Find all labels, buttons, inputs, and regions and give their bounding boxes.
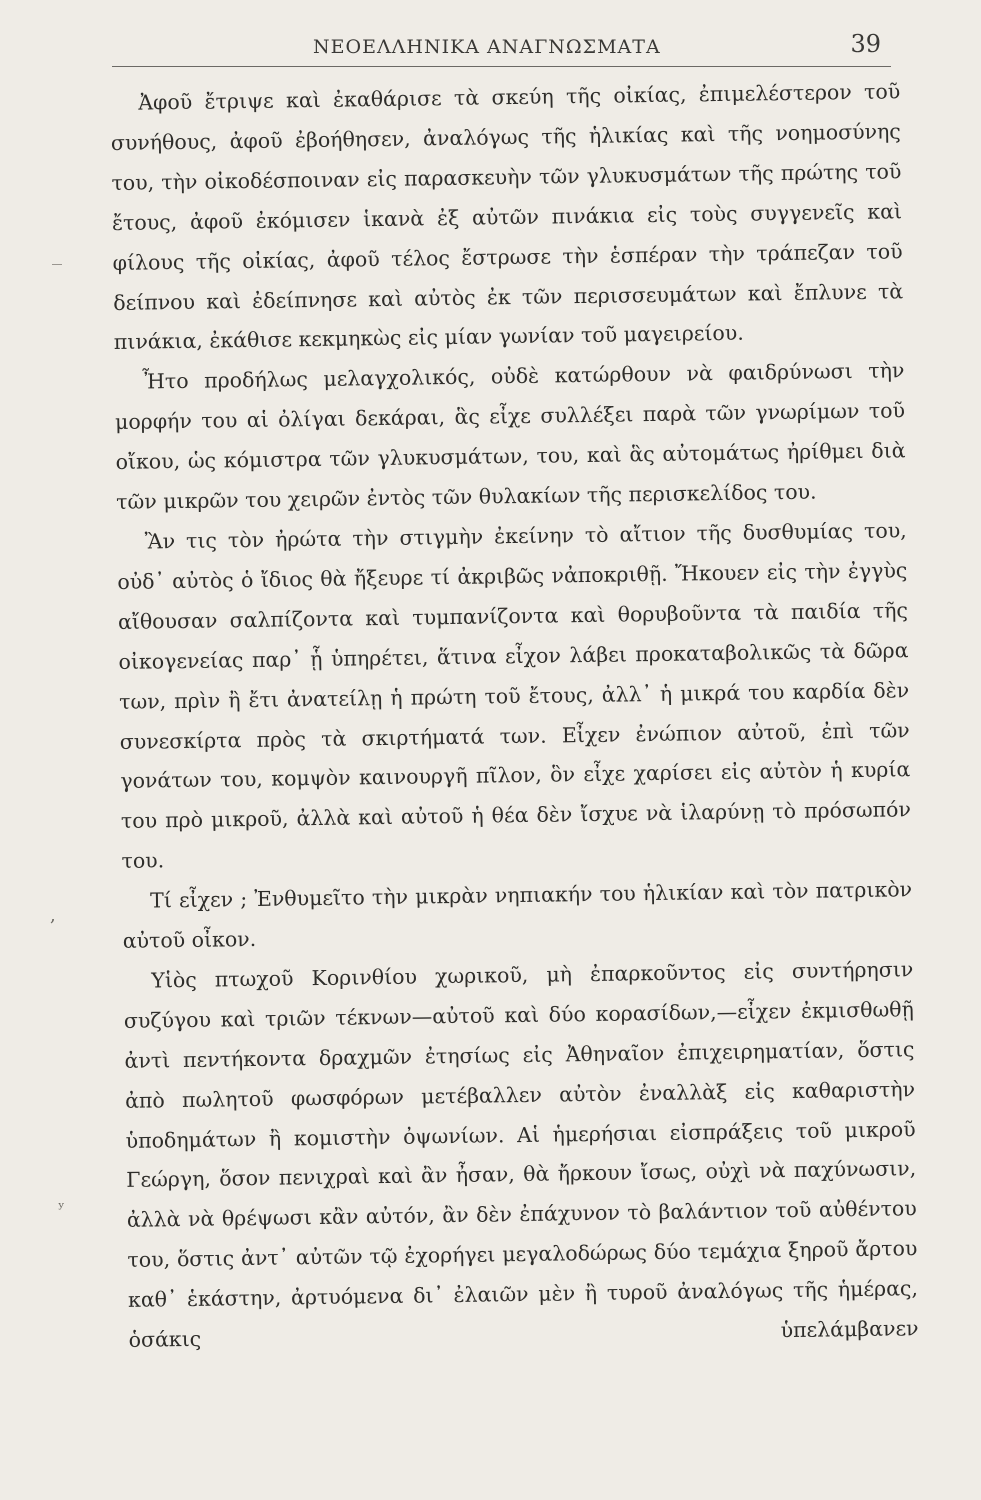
paragraph: Ἀφοῦ ἔτριψε καὶ ἐκαθάρισε τὰ σκεύη τῆς οἰκίας, ἐπιμελέστερον τοῦ συνήθους, ἀφοῦ ἐβοήθησεν, ἀναλόγως τῆς ἡλικίας καὶ τῆς νοημοσύνης του, τὴν οἰκοδέσποιναν εἰς παρασκευὴν τῶν γλυκυσμάτων τῆς πρώτης τοῦ ἔτους, ἀφοῦ ἐκόμισεν ἱκανὰ ἐξ αὐτῶν πινάκια εἰς τοὺς συγγενεῖς καὶ φίλους τῆς οἰκίας, ἀφοῦ τέλος ἔστρωσε τὴν ἑσπέραν τὴν τράπεζαν τοῦ δείπνου καὶ ἐδείπνησε καὶ αὐτὸς ἐκ τῶν περισσευμάτων καὶ ἔπλυνε τὰ πινάκια, ἐκάθισε κεκμηκὼς εἰς μίαν γωνίαν τοῦ μαγειρείου. <box>110 79 904 355</box>
paragraph: Υἱὸς πτωχοῦ Κορινθίου χωρικοῦ, μὴ ἐπαρκοῦντος εἰς συντήρησιν συζύγου καὶ τριῶν τέκνων—αὐτοῦ καὶ δύο κορασίδων,—εἶχεν ἐκμισθωθῇ ἀντὶ πεντήκοντα δραχμῶν ἐτησίως εἰς Ἀθηναῖον ἐπιχειρηματίαν, ὅστις ἀπὸ πωλητοῦ φωσφόρων μετέβαλλεν αὐτὸν ἐναλλὰξ εἰς καθαριστὴν ὑποδημάτων ἢ κομιστὴν ὀψωνίων. Αἱ ἡμερήσιαι εἰσπράξεις τοῦ μικροῦ Γεώργη, ὅσον πενιχραὶ καὶ ἂν ἦσαν, θὰ ἤρκουν ἴσως, οὐχὶ νὰ παχύνωσιν, ἀλλὰ νὰ θρέψωσι κἂν αὐτόν, ἂν δὲν ἐπάχυνον τὸ βαλάντιον τοῦ αὐθέντου του, ὅστις ἀντ᾽ αὐτῶν τῷ ἐχορήγει μεγαλοδώρως δύο τεμάχια ξηροῦ ἄρτου καθ᾽ ἑκάστην, ἀρτυόμενα δι᾽ ἐλαιῶν μὲν ἢ τυροῦ ἀναλόγως τῆς ἡμέρας, ὁσάκις ὑπελάμβανεν <box>123 957 919 1352</box>
header-rule <box>112 66 891 67</box>
margin-speck-mark: ʸ <box>58 1198 65 1217</box>
body-text <box>110 72 919 1361</box>
paragraph: Ἂν τις τὸν ἠρώτα τὴν στιγμὴν ἐκείνην τὸ αἴτιον τῆς δυσθυμίας του, οὐδ᾽ αὐτὸς ὁ ἴδιος θὰ ἤξευρε τί ἀκριβῶς νἀποκριθῇ. Ἤκουεν εἰς τὴν ἐγγὺς αἴθουσαν σαλπίζοντα καὶ τυμπανίζοντα καὶ θορυβοῦντα τὰ παιδία τῆς οἰκογενείας παρ᾽ ᾗ ὑπηρέτει, ἅτινα εἶχον λάβει προκαταβολικῶς τὰ δῶρα των, πρὶν ἢ ἔτι ἀνατείλῃ ἡ πρώτη τοῦ ἔτους, ἀλλ᾽ ἡ μικρά του καρδία δὲν συνεσκίρτα πρὸς τὰ σκιρτήματά των. Εἶχεν ἐνώπιον αὐτοῦ, ἐπὶ τῶν γονάτων του, κομψὸν καινουργῆ πῖλον, ὃν εἶχε χαρίσει εἰς αὐτὸν ἡ κυρία του πρὸ μικροῦ, ἀλλὰ καὶ αὐτοῦ ἡ θέα δὲν ἴσχυε νὰ ἱλαρύνῃ τὸ πρόσωπόν του. <box>117 518 912 874</box>
page-number: 39 <box>850 30 881 58</box>
running-title: ΝΕΟΕΛΛΗΝΙΚΑ ΑΝΑΓΝΩΣΜΑΤΑ <box>313 36 661 58</box>
paragraph: Ἦτο προδήλως μελαγχολικός, οὐδὲ κατώρθουν νὰ φαιδρύνωσι τὴν μορφήν του αἱ ὀλίγαι δεκάραι, ἃς εἶχε συλλέξει παρὰ τῶν γνωρίμων τοῦ οἴκου, ὡς κόμιστρα τῶν γλυκυσμάτων, του, καὶ ἃς αὐτομάτως ἠρίθμει διὰ τῶν μικρῶν του χειρῶν ἐντὸς τῶν θυλακίων τῆς περισκελίδος του. <box>114 358 906 515</box>
margin-dash-mark <box>52 264 62 265</box>
paragraph: Τί εἶχεν ; Ἐνθυμεῖτο τὴν μικρὰν νηπιακήν του ἡλικίαν καὶ τὸν πατρικὸν αὐτοῦ οἶκον. <box>122 877 913 953</box>
page-header <box>108 28 901 68</box>
margin-comma-mark: , <box>50 905 56 926</box>
